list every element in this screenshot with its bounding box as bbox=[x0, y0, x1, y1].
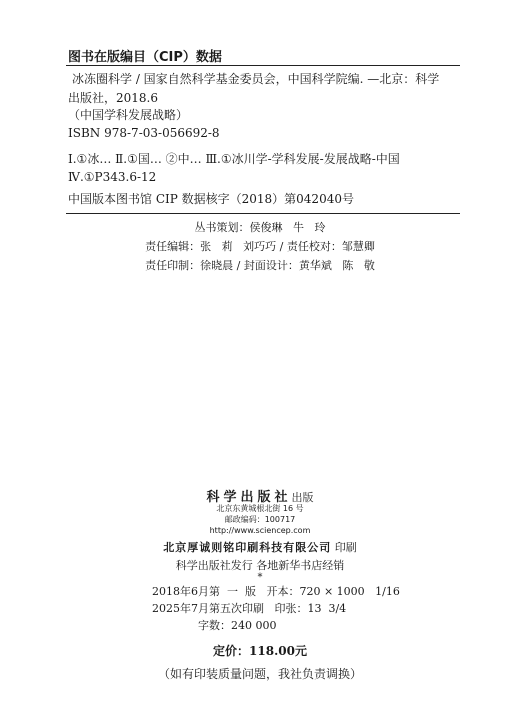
cip-classification-1: Ⅰ.①冰… Ⅱ.①国… ②中… Ⅲ.①冰川学-学科发展-发展战略-中国 bbox=[68, 152, 400, 166]
quality-notice: （如有印装质量问题，我社负责调换） bbox=[157, 667, 362, 681]
printer-suffix: 印刷 bbox=[334, 541, 357, 554]
printer-line bbox=[0, 539, 520, 555]
separator-star: * bbox=[257, 572, 263, 583]
edition-line-2: 2025年7月第五次印刷 印张：13 3/4 bbox=[152, 602, 347, 615]
credit-editors: 责任编辑：张 莉 刘巧巧 / 责任校对：邹慧卿 bbox=[145, 240, 375, 253]
cip-top-rule bbox=[66, 65, 460, 66]
edition-line-1: 2018年6月第 一 版 开本：720 × 1000 1/16 bbox=[152, 585, 400, 598]
cip-line-2: 出版社，2018.6 bbox=[68, 91, 158, 105]
price: 定价：118.00元 bbox=[213, 644, 307, 658]
distribution-line: 科学出版社发行 各地新华书店经销 bbox=[175, 559, 345, 572]
cip-classification-2: Ⅳ.①P343.6-12 bbox=[68, 170, 157, 184]
printer-name: 北京厚诚则铭印刷科技有限公司 bbox=[163, 541, 332, 554]
publisher-name: 科学出版社 bbox=[206, 490, 292, 505]
cip-isbn: ISBN 978-7-03-056692-8 bbox=[68, 126, 220, 140]
publisher-website: http://www.sciencep.com bbox=[209, 526, 311, 535]
cip-line-1: 冰冻圈科学 / 国家自然科学基金委员会，中国科学院编. —北京：科学 bbox=[72, 72, 440, 86]
publisher-suffix: 出版 bbox=[291, 491, 314, 504]
publisher-postcode: 邮政编码：100717 bbox=[224, 515, 296, 524]
cip-record-number: 中国版本图书馆 CIP 数据核字（2018）第042040号 bbox=[68, 192, 354, 206]
cip-line-3: （中国学科发展战略） bbox=[68, 108, 189, 122]
cip-heading: 图书在版编目（CIP）数据 bbox=[68, 50, 222, 65]
publisher-address: 北京东黄城根北街 16 号 bbox=[216, 504, 304, 513]
cip-bottom-rule bbox=[66, 213, 460, 214]
credit-production: 责任印制：徐晓晨 / 封面设计：黄华斌 陈 敬 bbox=[145, 259, 375, 272]
credit-series-planning: 丛书策划：侯俊琳 牛 玲 bbox=[194, 221, 326, 234]
word-count: 字数：240 000 bbox=[198, 619, 277, 632]
